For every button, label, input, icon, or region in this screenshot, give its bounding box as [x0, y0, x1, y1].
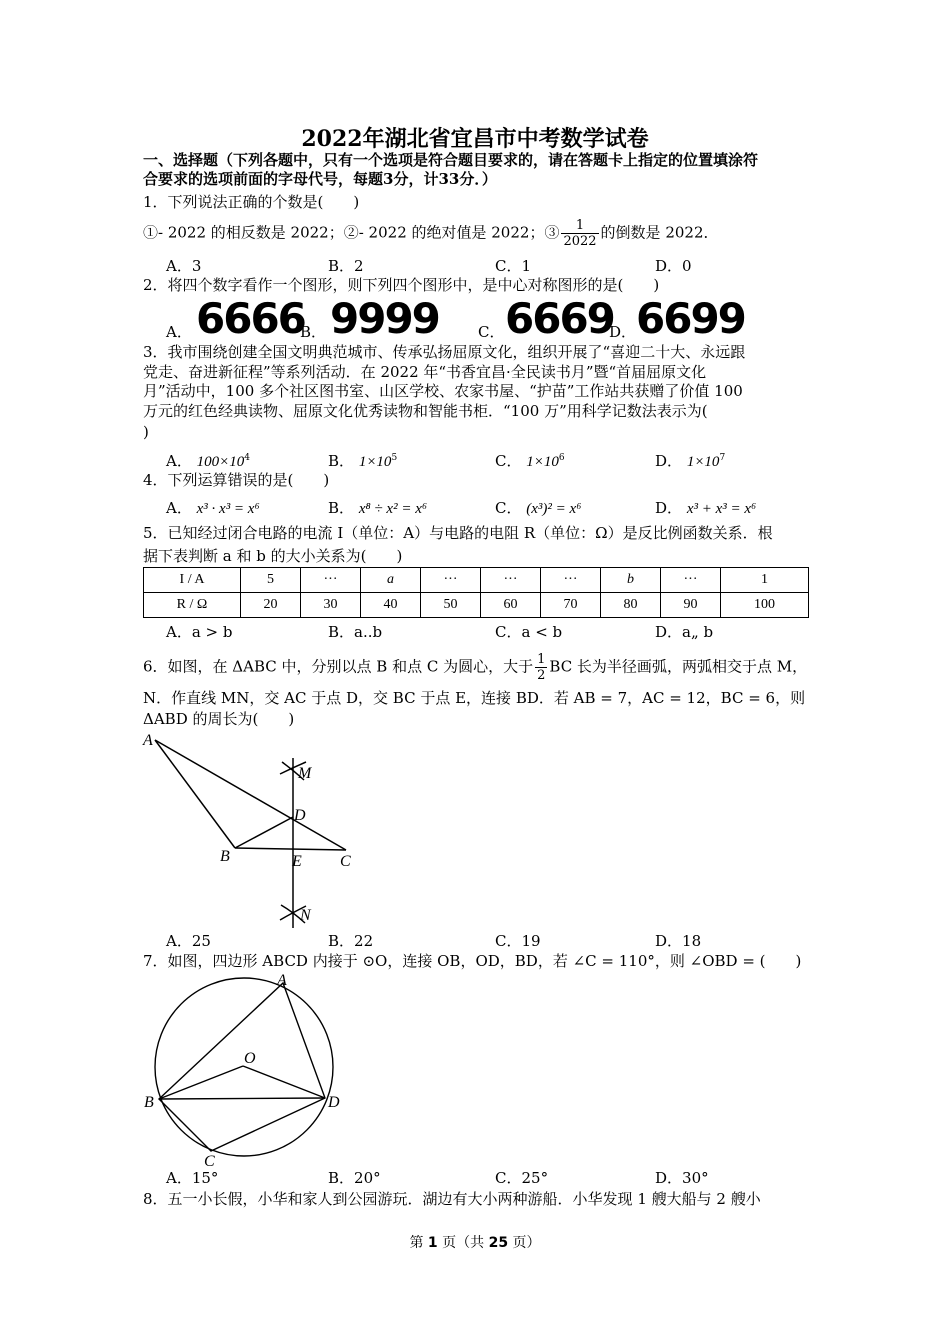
q6-frac-den: 2 — [537, 668, 546, 683]
q6-point-label: M — [298, 765, 312, 782]
q3-option-d-label: D． — [655, 452, 683, 470]
q3-option-b — [328, 448, 397, 472]
q5-cell: 5 — [241, 568, 301, 593]
q5-cell: ··· — [541, 568, 601, 593]
q7-point-label: C — [204, 1153, 215, 1170]
q1-option-a: A．3 — [166, 257, 202, 275]
q5-cell: ··· — [301, 568, 361, 593]
q5-cell: 80 — [601, 593, 661, 618]
q3-option-d-exp: 7 — [719, 453, 726, 463]
q4-option-d — [655, 498, 756, 519]
q4-option-c-label: C． — [495, 499, 522, 517]
q3-option-a-label: A． — [166, 452, 192, 470]
q5-cell: 40 — [361, 593, 421, 618]
q3-option-b-base: 1×10 — [358, 454, 392, 470]
section-header-line1: 一、选择题（下列各题中，只有一个选项是符合题目要求的，请在答题卡上指定的位置填涂符 — [143, 151, 759, 169]
q5-cell: 60 — [481, 593, 541, 618]
q4-option-b-expr: x⁸ ÷ x² = x⁶ — [358, 501, 428, 517]
q5-cell: ··· — [421, 568, 481, 593]
q6-segment-bd — [235, 817, 293, 848]
q4-option-d-expr: x³ + x³ = x⁶ — [686, 501, 757, 517]
q2-figure-c: 6669 — [505, 294, 614, 343]
q2-figure-a: 6666 — [196, 294, 305, 343]
q3-option-a-exp: 4 — [244, 453, 250, 463]
q6-line-3: ΔABD 的周长为( ) — [143, 710, 295, 728]
q6-line-2: N．作直线 MN，交 AC 于点 D，交 BC 于点 E，连接 BD．若 AB = 7，AC = 12，BC = 6，则 — [143, 689, 806, 707]
q2-figure-d: 6699 — [636, 294, 745, 343]
q3-option-b-label: B． — [328, 452, 355, 470]
q2-label-c: C． — [478, 323, 505, 341]
q5-cell: 30 — [301, 593, 361, 618]
q6-option-c: C．19 — [495, 932, 541, 950]
q2-label-d: D． — [609, 323, 637, 341]
q6-point-label: E — [292, 853, 302, 870]
q5-option-c: C．a < b — [495, 623, 563, 641]
q5-cell: 90 — [661, 593, 721, 618]
q4-option-c-expr: (x³)² = x⁶ — [526, 501, 582, 517]
q1-statement — [143, 218, 719, 249]
q7-option-b: B．20° — [328, 1169, 381, 1187]
q5-cell: a — [361, 568, 421, 593]
footer-page-number: 1 — [427, 1235, 438, 1251]
q6-point-label: B — [220, 848, 230, 865]
q6-point-label: A — [143, 732, 153, 749]
q5-cell: ··· — [661, 568, 721, 593]
q6-segment-ab — [155, 740, 235, 848]
q5-cell: ··· — [481, 568, 541, 593]
q4-option-c — [495, 498, 581, 519]
q3-option-b-exp: 5 — [391, 453, 398, 463]
q5-cell: 50 — [421, 593, 481, 618]
q3-option-a — [166, 448, 250, 472]
q4-stem: 4．下列运算错误的是( ) — [143, 471, 330, 489]
q1-frac-num: 1 — [561, 218, 598, 234]
q5-option-d: D．a„ b — [655, 623, 714, 641]
q5-line-2: 据下表判断 a 和 b 的大小关系为( ) — [143, 547, 403, 565]
q5-cell: b — [601, 568, 661, 593]
q7-segment-ob — [159, 1066, 243, 1099]
q3-line-1: 3．我市围绕创建全国文明典范城市、传承弘扬屈原文化，组织开展了“喜迎二十大、永远跟 — [143, 343, 746, 361]
q5-table-row-resistance — [144, 593, 809, 618]
q3-line-4: 万元的红色经典读物、屈原文化优秀读物和智能书柜．“100 万”用科学记数法表示为( — [143, 402, 708, 420]
q1-option-b: B．2 — [328, 257, 364, 275]
q6-fraction — [535, 652, 547, 683]
q2-stem: 2．将四个数字看作一个图形，则下列四个图形中，是中心对称图形的是( ) — [143, 276, 660, 294]
q4-option-a-expr: x³ · x³ = x⁶ — [196, 501, 260, 517]
footer-post: 页） — [512, 1235, 541, 1251]
q3-option-a-base: 100×10 — [196, 454, 245, 470]
q6-figure — [140, 728, 370, 933]
q6-point-label: D — [294, 807, 306, 824]
q7-point-label: A — [277, 972, 287, 989]
q1-option-c: C．1 — [495, 257, 532, 275]
q5-cell: R / Ω — [144, 593, 241, 618]
q7-point-label: O — [244, 1050, 256, 1067]
q2-label-a: A． — [166, 323, 192, 341]
q6-option-a: A．25 — [166, 932, 211, 950]
footer-pre: 第 — [409, 1235, 424, 1251]
q3-option-c — [495, 448, 565, 472]
q7-segment-bd — [159, 1098, 325, 1099]
footer-mid: 页（共 — [442, 1235, 485, 1251]
footer-total-pages: 25 — [488, 1235, 509, 1251]
q1-stem: 1．下列说法正确的个数是( ) — [143, 193, 360, 211]
q4-option-b — [328, 498, 427, 519]
q1-fraction — [561, 218, 598, 249]
section-header-line2: 合要求的选项前面的字母代号，每题3分，计33分．） — [143, 170, 497, 188]
q5-cell: 100 — [721, 593, 809, 618]
q1-statement-post: 的倒数是 2022． — [600, 223, 719, 242]
q3-line-5: ) — [143, 423, 149, 441]
q6-line-1-post: BC 长为半径画弧，两弧相交于点 M， — [549, 657, 808, 676]
q3-option-c-base: 1×10 — [526, 454, 559, 470]
q3-line-3: 月”活动中，100 多个社区图书室、山区学校、农家书屋、“护苗”工作站共获赠了价值 100 — [143, 382, 743, 400]
q7-option-c: C．25° — [495, 1169, 549, 1187]
q1-option-d: D．0 — [655, 257, 692, 275]
q7-segment-od — [243, 1066, 325, 1098]
q3-option-d — [655, 448, 725, 472]
q5-cell: 70 — [541, 593, 601, 618]
q8-line-1: 8．五一小长假，小华和家人到公园游玩．湖边有大小两种游船．小华发现 1 艘大船与 2 艘小 — [143, 1190, 761, 1208]
q5-line-1: 5．已知经过闭合电路的电流 I（单位：A）与电路的电阻 R（单位：Ω）是反比例函数关系．根 — [143, 524, 773, 542]
page-footer — [0, 1232, 950, 1252]
q4-option-d-label: D． — [655, 499, 683, 517]
q5-cell: I / A — [144, 568, 241, 593]
q2-figure-b: 9999 — [330, 294, 439, 343]
q6-option-d: D．18 — [655, 932, 702, 950]
q6-option-b: B．22 — [328, 932, 374, 950]
q4-option-a — [166, 498, 260, 519]
q6-frac-num: 1 — [537, 652, 546, 667]
q7-figure — [140, 970, 350, 1170]
q6-point-label: N — [300, 907, 311, 924]
q7-option-d: D．30° — [655, 1169, 709, 1187]
q5-table-row-current — [144, 568, 809, 593]
q6-segment-ac — [155, 740, 346, 850]
q1-statement-pre: ①- 2022 的相反数是 2022；②- 2022 的绝对值是 2022；③ — [143, 223, 560, 242]
q4-option-b-label: B． — [328, 499, 355, 517]
q7-point-label: D — [328, 1094, 340, 1111]
q5-cell: 20 — [241, 593, 301, 618]
q3-option-c-exp: 6 — [558, 453, 565, 463]
page-title: 2022年湖北省宜昌市中考数学试卷 — [301, 126, 649, 152]
q4-option-a-label: A． — [166, 499, 192, 517]
q3-line-2: 党走、奋进新征程”等系列活动．在 2022 年“书香宜昌·全民读书月”暨“首届屈原文化 — [143, 363, 707, 381]
q5-option-b: B．a..b — [328, 623, 383, 641]
q3-option-d-base: 1×10 — [686, 454, 720, 470]
q6-point-label: C — [340, 853, 351, 870]
q2-label-b: B． — [300, 323, 327, 341]
q6-line-1-pre: 6．如图，在 ΔABC 中，分别以点 B 和点 C 为圆心，大于 — [143, 657, 534, 676]
q3-option-c-label: C． — [495, 452, 522, 470]
q5-cell: 1 — [721, 568, 809, 593]
q7-option-a: A．15° — [166, 1169, 219, 1187]
q6-segment-bc — [235, 848, 346, 850]
q5-option-a: A．a > b — [166, 623, 233, 641]
q7-stem: 7．如图，四边形 ABCD 内接于 ⊙O，连接 OB，OD，BD，若 ∠C = 110°，则 ∠OBD = ( ) — [143, 952, 802, 970]
q1-frac-den: 2022 — [563, 234, 597, 249]
q6-line-1 — [143, 652, 807, 683]
q7-point-label: B — [144, 1094, 154, 1111]
q5-table — [143, 567, 809, 618]
